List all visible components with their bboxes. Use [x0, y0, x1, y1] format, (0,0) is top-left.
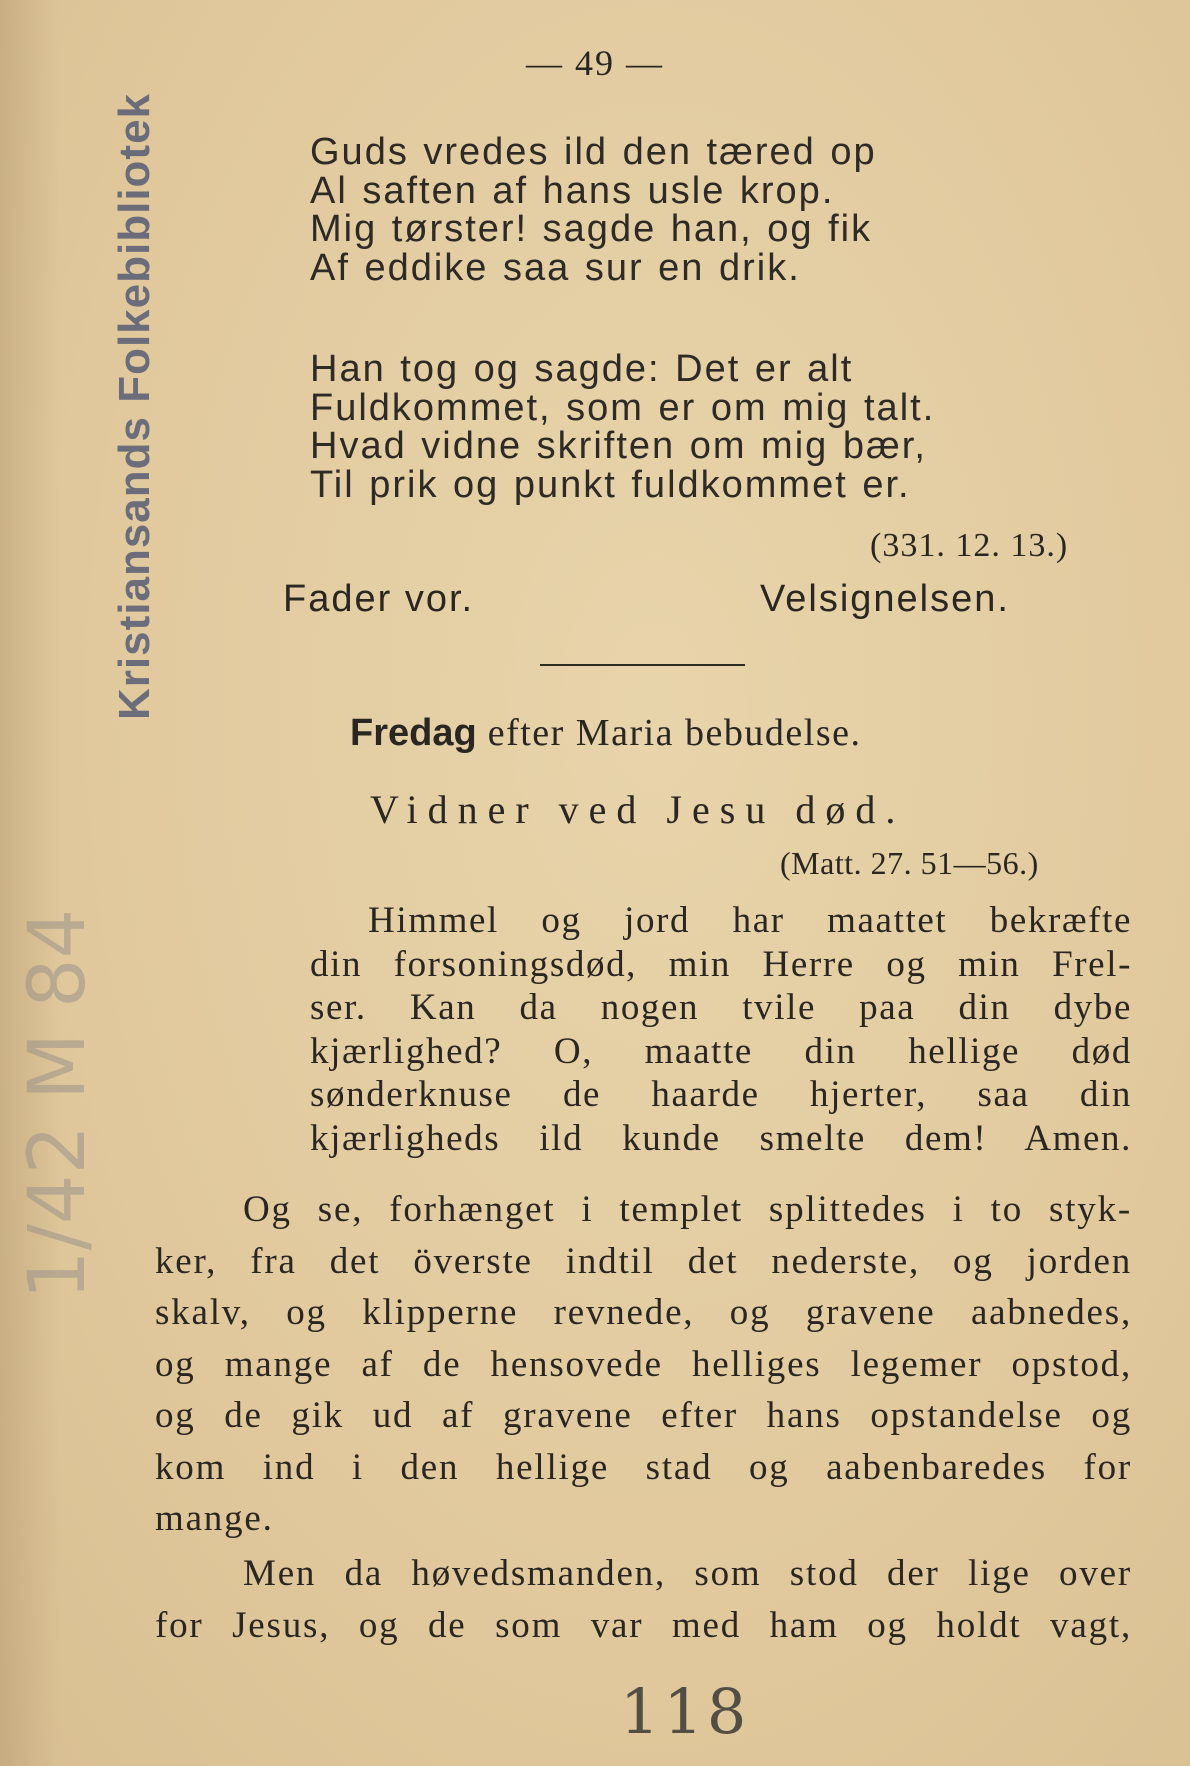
scripture-reference: (Matt. 27. 51—56.) [780, 845, 1039, 881]
verse-line: Hvad vidne skriften om mig bær, [310, 425, 927, 467]
verse-line: Mig tørster! sagde han, og fik [310, 208, 873, 250]
library-stamp: Kristiansands Folkebibliotek [110, 92, 159, 720]
fader-vor-label: Fader vor. [283, 578, 475, 620]
prayer-line: din forsoningsdød, min Herre og min Frel- [310, 943, 1132, 985]
heading-day: Fredag [350, 712, 477, 754]
scripture-paragraph-2 [155, 1548, 1132, 1651]
heading-occasion: efter Maria bebudelse. [476, 712, 862, 754]
prayer-line: Himmel og jord har maattet bekræfte [368, 900, 1132, 941]
verse-line: Han tog og sagde: Det er alt [310, 348, 854, 390]
paragraph-line: og de gik ud af gravene efter hans opstandelse og [155, 1395, 1132, 1436]
page-number: — 49 — [526, 43, 664, 83]
paragraph-line: ker, fra det överste indtil det nederste, og jorden [155, 1240, 1132, 1282]
hymn-reference: (331. 12. 13.) [870, 527, 1069, 564]
verse-line: Fuldkommet, som er om mig talt. [310, 386, 936, 429]
paragraph-line: for Jesus, og de som var med ham og holdt vagt, [155, 1604, 1132, 1646]
verse-line: Guds vredes ild den tæred op [310, 131, 877, 173]
hymn-verse-1 [310, 133, 877, 287]
paragraph-line: skalv, og klipperne revnede, og gravene aabnedes, [155, 1292, 1132, 1333]
verse-line: Til prik og punkt fuldkommet er. [310, 463, 911, 506]
prayer-line: sønderknuse de haarde hjerter, saa din [310, 1074, 1132, 1115]
velsignelsen-label: Velsignelsen. [760, 578, 1010, 620]
hymn-verse-2 [310, 350, 935, 504]
folio-mark: 118 [620, 1675, 751, 1748]
section-heading [350, 711, 861, 755]
paragraph-line: kom ind i den hellige stad og aabenbaredes for [155, 1446, 1132, 1488]
prayer-text [310, 899, 1132, 1160]
paragraph-line: mange. [155, 1498, 274, 1539]
section-divider [540, 664, 745, 666]
prayer-line: ser. Kan da nogen tvile paa din dybe [310, 987, 1132, 1028]
verse-line: Af eddike saa sur en drik. [310, 246, 801, 289]
section-subtitle: Vidner ved Jesu død. [370, 787, 906, 832]
verse-line: Al saften af hans usle krop. [310, 169, 835, 212]
pencil-annotation: 1/42 M 84 [13, 908, 103, 1300]
paragraph-line: og mange af de hensovede helliges legemer opstod, [155, 1343, 1132, 1385]
prayer-line: kjærligheds ild kunde smelte dem! Amen. [310, 1117, 1132, 1159]
paragraph-line: Men da høvedsmanden, som stod der lige over [243, 1553, 1132, 1594]
paragraph-line: Og se, forhænget i templet splittedes i to styk- [243, 1189, 1132, 1230]
scripture-paragraph-1 [155, 1184, 1132, 1545]
prayer-line: kjærlighed? O, maatte din hellige død [310, 1030, 1132, 1072]
